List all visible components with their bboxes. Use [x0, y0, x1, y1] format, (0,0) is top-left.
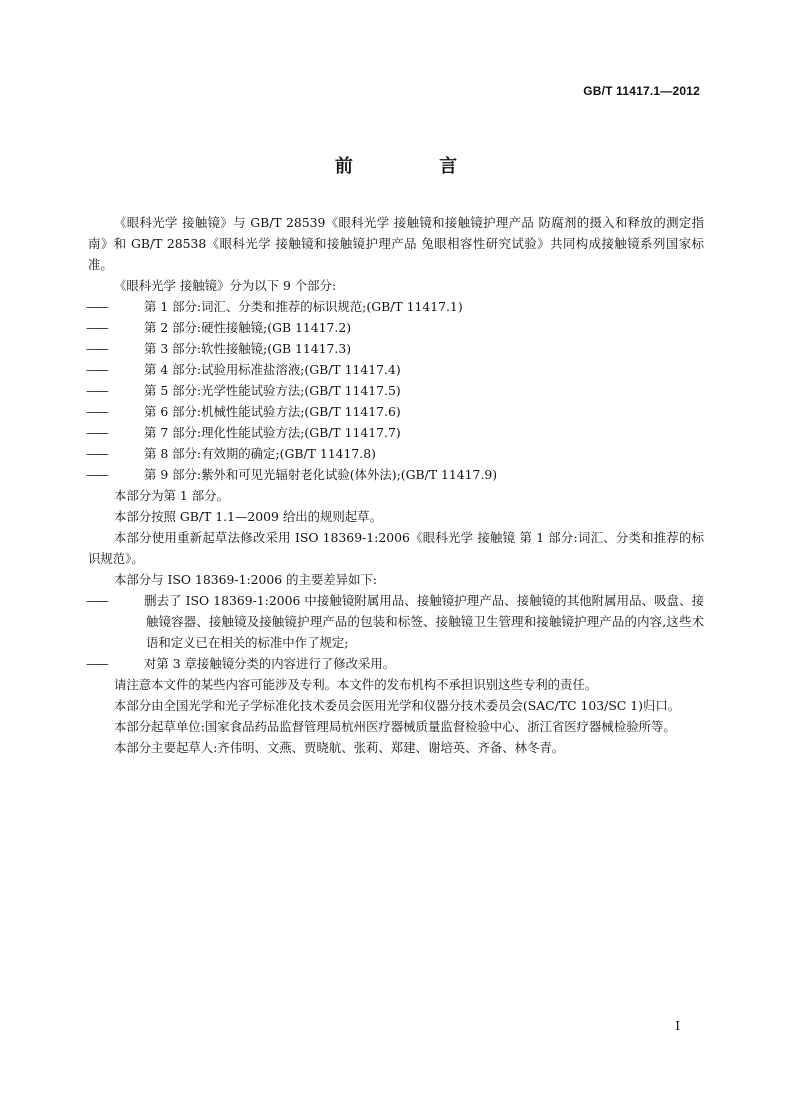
foreword-body: [88, 212, 704, 758]
list-item: [88, 464, 704, 485]
drafting-rule-paragraph: 本部分按照 GB/T 1.1—2009 给出的规则起草。: [114, 509, 382, 524]
part-text: 第 4 部分:试验用标准盐溶液;(GB/T 11417.4): [144, 362, 401, 377]
dash: ——: [86, 404, 107, 419]
list-item: [88, 590, 704, 653]
differences-intro: 本部分与 ISO 18369-1:2006 的主要差异如下:: [114, 572, 378, 587]
dash: ——: [86, 299, 107, 314]
page-number: I: [675, 1019, 680, 1033]
part-text: 第 6 部分:机械性能试验方法;(GB/T 11417.6): [144, 404, 401, 419]
dash: ——: [86, 341, 107, 356]
this-part-paragraph: 本部分为第 1 部分。: [114, 488, 229, 503]
part-text: 第 1 部分:词汇、分类和推荐的标识规范;(GB/T 11417.1): [144, 299, 463, 314]
list-item: [88, 359, 704, 380]
dash: ——: [86, 446, 107, 461]
list-item: [88, 296, 704, 317]
part-text: 第 8 部分:有效期的确定;(GB/T 11417.8): [144, 446, 376, 461]
list-item: [88, 653, 704, 674]
dash: ——: [86, 320, 107, 335]
list-item: [88, 317, 704, 338]
list-item: [88, 443, 704, 464]
dash: ——: [86, 656, 107, 671]
tc-paragraph: 本部分由全国光学和光子学标准化技术委员会医用光学和仪器分技术委员会(SAC/TC 103/SC 1)归口。: [114, 698, 681, 713]
part-text: 第 3 部分:软性接触镜;(GB 11417.3): [144, 341, 352, 356]
part-text: 第 7 部分:理化性能试验方法;(GB/T 11417.7): [144, 425, 401, 440]
drafting-units-paragraph: 本部分起草单位:国家食品药品监督管理局杭州医疗器械质量监督检验中心、浙江省医疗器械检验所等。: [114, 719, 676, 734]
list-item: [88, 380, 704, 401]
list-item: [88, 401, 704, 422]
parts-intro: 《眼科光学 接触镜》分为以下 9 个部分:: [114, 278, 337, 293]
list-item: [88, 422, 704, 443]
part-text: 第 2 部分:硬性接触镜;(GB 11417.2): [144, 320, 352, 335]
dash: ——: [86, 425, 107, 440]
drafters-paragraph: 本部分主要起草人:齐伟明、文燕、贾晓航、张莉、郑建、谢培英、齐备、林冬青。: [114, 740, 565, 755]
dash: ——: [86, 593, 107, 608]
part-text: 第 5 部分:光学性能试验方法;(GB/T 11417.5): [144, 383, 401, 398]
page-title: 前 言: [334, 156, 498, 177]
parts-list: [88, 296, 704, 485]
differences-list: [88, 590, 704, 674]
dash: ——: [86, 383, 107, 398]
part-text: 第 9 部分:紫外和可见光辐射老化试验(体外法);(GB/T 11417.9): [144, 467, 498, 482]
dash: ——: [86, 467, 107, 482]
intro-paragraph: 《眼科光学 接触镜》与 GB/T 28539《眼科光学 接触镜和接触镜护理产品 防腐剂的摄入和释放的测定指南》和 GB/T 28538《眼科光学 接触镜和接触镜护理产品 兔眼相容性研究试验》共同构成接触镜系列国家标准。: [88, 215, 704, 272]
standard-code: GB/T 11417.1—2012: [583, 84, 700, 98]
redraft-paragraph: 本部分使用重新起草法修改采用 ISO 18369-1:2006《眼科光学 接触镜 第 1 部分:词汇、分类和推荐的标识规范》。: [88, 530, 704, 566]
patent-paragraph: 请注意本文件的某些内容可能涉及专利。本文件的发布机构不承担识别这些专利的责任。: [114, 677, 598, 692]
list-item: [88, 338, 704, 359]
difference-text: 删去了 ISO 18369-1:2006 中接触镜附属用品、接触镜护理产品、接触镜的其他附属用品、吸盘、接触镜容器、接触镜及接触镜护理产品的包装和标签、接触镜卫生管理和接触镜护理产品的内容,这些术语和定义已在相关的标准中作了规定;: [144, 593, 704, 650]
difference-text: 对第 3 章接触镜分类的内容进行了修改采用。: [144, 656, 396, 671]
dash: ——: [86, 362, 107, 377]
